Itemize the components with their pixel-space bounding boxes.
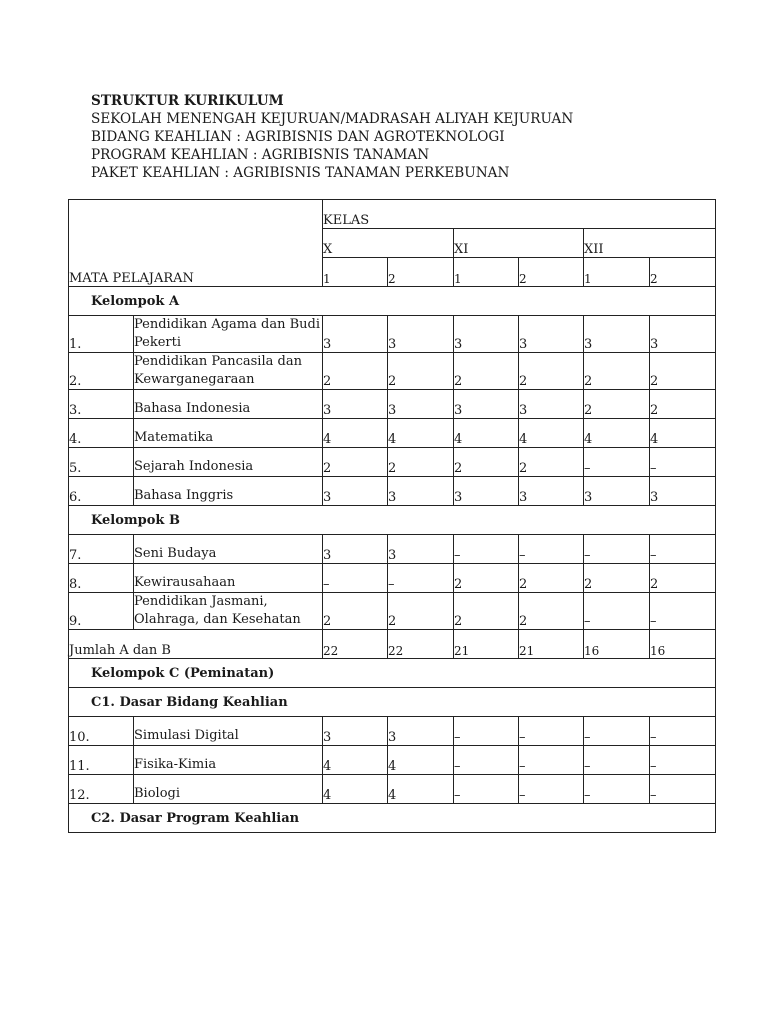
hours-cell: 3 [519,390,584,419]
hours-cell: 3 [323,316,388,353]
row-number: 3. [69,390,134,419]
row-number: 7. [69,535,134,564]
total-cell: 21 [454,630,519,659]
total-cell: 21 [519,630,584,659]
hours-cell: 2 [323,353,388,390]
hours-cell: 3 [454,477,519,506]
hours-cell: 4 [388,419,454,448]
table-row [69,316,716,353]
hours-cell: 2 [519,593,584,630]
table-row [69,564,716,593]
row-number: 4. [69,419,134,448]
subject-name: Pendidikan Pancasila dan Kewarganegaraan [134,353,323,390]
hours-cell: – [519,717,584,746]
row-number: 2. [69,353,134,390]
group-row-c2 [69,804,716,833]
hours-cell: 3 [388,390,454,419]
row-number: 10. [69,717,134,746]
table-row [69,390,716,419]
hours-cell: 2 [519,353,584,390]
total-cell: 22 [323,630,388,659]
row-number: 6. [69,477,134,506]
subject-name: Bahasa Inggris [134,477,323,506]
grade-header-xii: XII [584,229,716,258]
curriculum-table [68,199,716,833]
hours-cell: 3 [323,535,388,564]
hours-cell: 3 [519,316,584,353]
hours-cell: – [519,535,584,564]
row-number: 5. [69,448,134,477]
hours-cell: – [388,564,454,593]
hours-cell: 4 [519,419,584,448]
hours-cell: 2 [454,564,519,593]
subject-name: Fisika-Kimia [134,746,323,775]
hours-cell: 4 [454,419,519,448]
hours-cell: – [454,535,519,564]
hours-cell: 2 [519,448,584,477]
total-cell: 16 [650,630,716,659]
total-row [69,630,716,659]
hours-cell: 4 [388,746,454,775]
total-label: Jumlah A dan B [69,630,323,659]
hours-cell: – [519,746,584,775]
table-row [69,419,716,448]
column-header-mata-pelajaran: MATA PELAJARAN [69,200,323,287]
group-label: Kelompok B [69,506,716,535]
hours-cell: – [650,535,716,564]
group-label: C1. Dasar Bidang Keahlian [69,688,716,717]
hours-cell: – [650,717,716,746]
hours-cell: 2 [323,448,388,477]
table-row [69,746,716,775]
group-label: Kelompok C (Peminatan) [69,659,716,688]
semester-header: 2 [650,258,716,287]
group-row-kelompok-c [69,659,716,688]
hours-cell: 3 [323,717,388,746]
hours-cell: 4 [650,419,716,448]
hours-cell: – [323,564,388,593]
document-header [91,92,573,182]
hours-cell: 2 [323,593,388,630]
group-row-kelompok-b [69,506,716,535]
hours-cell: – [584,535,650,564]
group-row-c1 [69,688,716,717]
table-row [69,477,716,506]
hours-cell: 2 [650,390,716,419]
group-label: Kelompok A [69,287,716,316]
subject-name: Bahasa Indonesia [134,390,323,419]
semester-header: 2 [388,258,454,287]
hours-cell: 2 [454,593,519,630]
hours-cell: 3 [388,316,454,353]
group-label: C2. Dasar Program Keahlian [69,804,716,833]
column-header-kelas: KELAS [323,200,716,229]
hours-cell: – [454,717,519,746]
subject-name: Simulasi Digital [134,717,323,746]
hours-cell: – [584,448,650,477]
hours-cell: 3 [454,316,519,353]
header-program-keahlian: PROGRAM KEAHLIAN : AGRIBISNIS TANAMAN [91,147,430,163]
hours-cell: – [650,593,716,630]
hours-cell: – [454,746,519,775]
hours-cell: 2 [584,390,650,419]
row-number: 9. [69,593,134,630]
table-row [69,717,716,746]
header-row-kelas [69,200,716,229]
row-number: 11. [69,746,134,775]
hours-cell: 3 [323,477,388,506]
subject-name: Matematika [134,419,323,448]
hours-cell: 3 [388,535,454,564]
hours-cell: 2 [388,593,454,630]
hours-cell: – [650,775,716,804]
hours-cell: 4 [388,775,454,804]
hours-cell: 2 [584,564,650,593]
hours-cell: 3 [650,316,716,353]
total-cell: 16 [584,630,650,659]
semester-header: 1 [584,258,650,287]
table-row [69,593,716,630]
hours-cell: 4 [323,419,388,448]
hours-cell: 3 [519,477,584,506]
subject-name: Sejarah Indonesia [134,448,323,477]
hours-cell: 2 [519,564,584,593]
hours-cell: – [584,746,650,775]
table-row [69,775,716,804]
hours-cell: 4 [323,775,388,804]
hours-cell: 2 [454,448,519,477]
table-row [69,448,716,477]
header-school-type: SEKOLAH MENENGAH KEJURUAN/MADRASAH ALIYAH KEJURUAN [91,111,574,127]
hours-cell: 3 [323,390,388,419]
subject-name: Kewirausahaan [134,564,323,593]
hours-cell: 2 [388,353,454,390]
hours-cell: – [454,775,519,804]
hours-cell: 2 [650,353,716,390]
subject-name: Pendidikan Agama dan Budi Pekerti [134,316,323,353]
table-row [69,535,716,564]
hours-cell: – [584,593,650,630]
hours-cell: 2 [650,564,716,593]
hours-cell: – [584,717,650,746]
header-paket-keahlian: PAKET KEAHLIAN : AGRIBISNIS TANAMAN PERKEBUNAN [91,165,510,181]
hours-cell: 3 [454,390,519,419]
semester-header: 1 [323,258,388,287]
subject-name: Biologi [134,775,323,804]
total-cell: 22 [388,630,454,659]
header-title: STRUKTUR KURIKULUM [91,93,284,109]
grade-header-x: X [323,229,454,258]
semester-header: 2 [519,258,584,287]
hours-cell: 2 [454,353,519,390]
hours-cell: 3 [584,477,650,506]
group-row-kelompok-a [69,287,716,316]
subject-name: Seni Budaya [134,535,323,564]
hours-cell: 3 [388,477,454,506]
row-number: 12. [69,775,134,804]
subject-name: Pendidikan Jasmani, Olahraga, dan Kesehatan [134,593,323,630]
hours-cell: 2 [388,448,454,477]
hours-cell: 3 [650,477,716,506]
hours-cell: – [650,746,716,775]
hours-cell: 4 [584,419,650,448]
grade-header-xi: XI [454,229,584,258]
table-row [69,353,716,390]
hours-cell: – [519,775,584,804]
hours-cell: 3 [584,316,650,353]
hours-cell: – [584,775,650,804]
hours-cell: 4 [323,746,388,775]
semester-header: 1 [454,258,519,287]
hours-cell: – [650,448,716,477]
hours-cell: 3 [388,717,454,746]
header-bidang-keahlian: BIDANG KEAHLIAN : AGRIBISNIS DAN AGROTEKNOLOGI [91,129,505,145]
hours-cell: 2 [584,353,650,390]
row-number: 8. [69,564,134,593]
row-number: 1. [69,316,134,353]
